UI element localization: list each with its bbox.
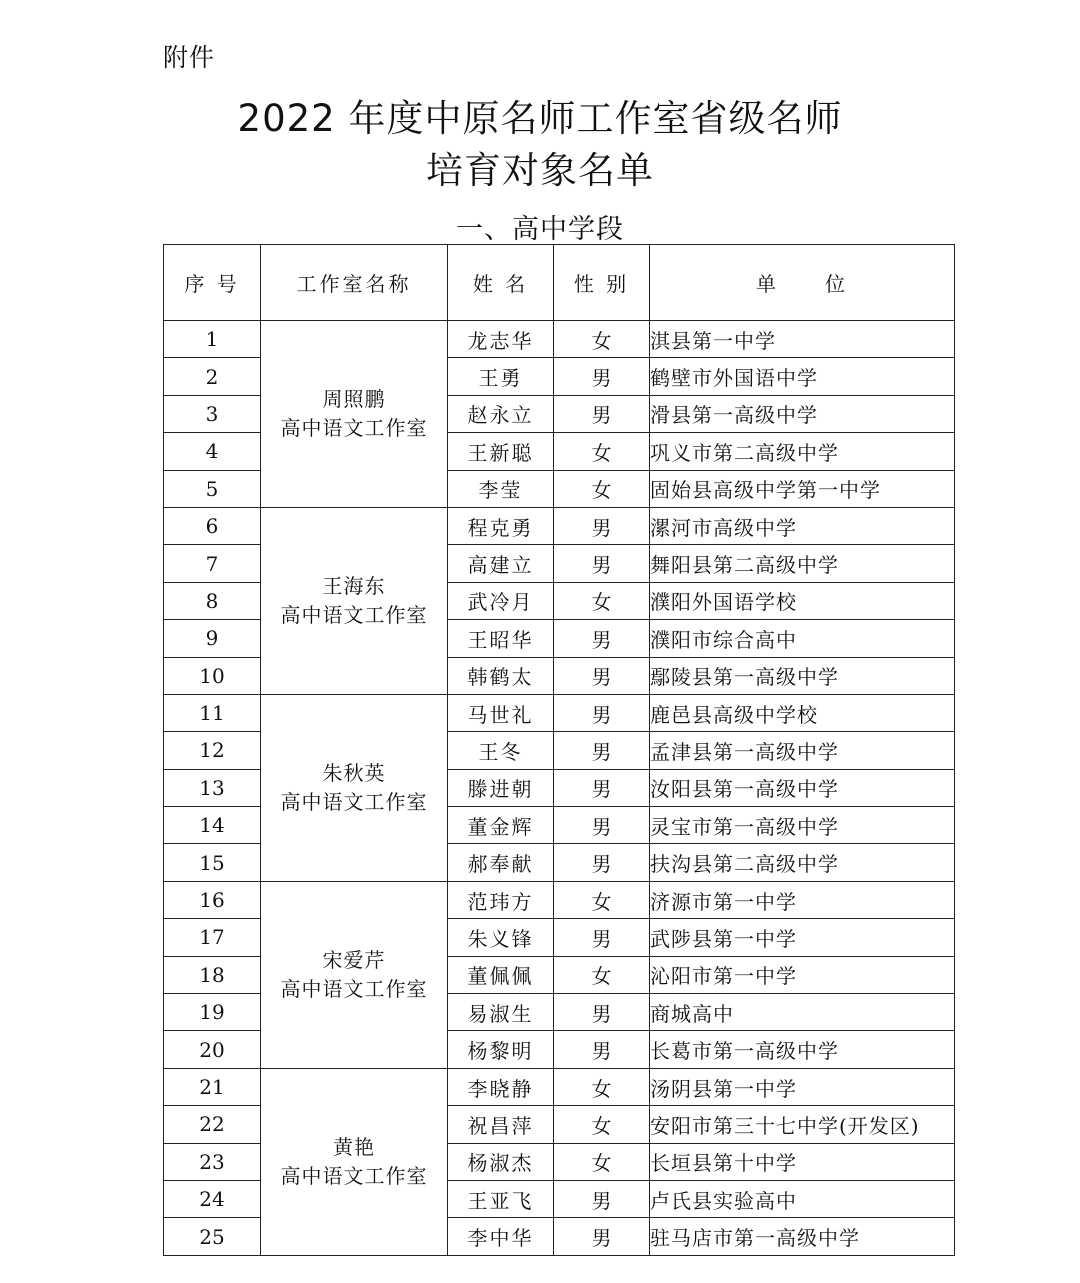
seq-cell: 8 [164,582,261,619]
unit-cell: 鄢陵县第一高级中学 [650,657,955,694]
studio-cell [261,881,448,1068]
table-body [164,321,955,1256]
unit-cell: 漯河市高级中学 [650,507,955,544]
unit-cell: 长垣县第十中学 [650,1143,955,1180]
studio-name-line: 宋爱芹 [322,947,386,972]
name-cell: 祝昌萍 [448,1106,554,1143]
studio-cell [261,694,448,881]
gender-cell: 男 [554,507,650,544]
unit-cell: 巩义市第二高级中学 [650,433,955,470]
gender-cell: 男 [554,545,650,582]
seq-cell: 20 [164,1031,261,1068]
table-row [164,881,955,918]
gender-cell: 女 [554,1068,650,1105]
gender-cell: 女 [554,881,650,918]
gender-cell: 女 [554,321,650,358]
section-title: 一、高中学段 [456,214,624,245]
studio-name-line: 朱秋英 [322,760,386,785]
unit-cell: 淇县第一中学 [650,321,955,358]
seq-cell: 23 [164,1143,261,1180]
seq-cell: 12 [164,732,261,769]
name-cell: 杨淑杰 [448,1143,554,1180]
gender-cell: 女 [554,956,650,993]
name-cell: 朱义锋 [448,919,554,956]
gender-cell: 男 [554,657,650,694]
gender-cell: 男 [554,358,650,395]
unit-cell: 济源市第一中学 [650,881,955,918]
gender-cell: 男 [554,1031,650,1068]
unit-cell: 固始县高级中学第一中学 [650,470,955,507]
seq-cell: 25 [164,1218,261,1255]
unit-cell: 濮阳市综合高中 [650,620,955,657]
name-cell: 王亚飞 [448,1180,554,1217]
name-cell: 易淑生 [448,994,554,1031]
studio-name-line: 高中语文工作室 [280,602,428,627]
name-cell: 王冬 [448,732,554,769]
seq-cell: 15 [164,844,261,881]
seq-cell: 1 [164,321,261,358]
name-cell: 王新聪 [448,433,554,470]
column-header-studio: 工作室名称 [261,245,448,321]
unit-cell: 扶沟县第二高级中学 [650,844,955,881]
name-cell: 武冷月 [448,582,554,619]
unit-cell: 濮阳外国语学校 [650,582,955,619]
column-header-seq: 序 号 [164,245,261,321]
seq-cell: 24 [164,1180,261,1217]
name-cell: 滕进朝 [448,769,554,806]
name-cell: 李莹 [448,470,554,507]
gender-cell: 女 [554,1143,650,1180]
studio-name-line: 高中语文工作室 [280,1163,428,1188]
seq-cell: 2 [164,358,261,395]
unit-cell: 鹤壁市外国语中学 [650,358,955,395]
gender-cell: 男 [554,732,650,769]
gender-cell: 男 [554,620,650,657]
studio-cell [261,1068,448,1255]
name-cell: 龙志华 [448,321,554,358]
name-cell: 李中华 [448,1218,554,1255]
column-header-gender: 性 别 [554,245,650,321]
seq-cell: 17 [164,919,261,956]
name-cell: 程克勇 [448,507,554,544]
table-row [164,321,955,358]
name-cell: 赵永立 [448,395,554,432]
studio-cell [261,321,448,508]
table-row [164,694,955,731]
unit-cell: 安阳市第三十七中学(开发区) [650,1106,955,1143]
seq-cell: 10 [164,657,261,694]
column-header-unit: 单 位 [650,245,955,321]
unit-cell: 孟津县第一高级中学 [650,732,955,769]
document-title-line1: 2022 年度中原名师工作室省级名师 [237,97,843,140]
gender-cell: 女 [554,433,650,470]
unit-cell: 长葛市第一高级中学 [650,1031,955,1068]
unit-cell: 驻马店市第一高级中学 [650,1218,955,1255]
seq-cell: 18 [164,956,261,993]
unit-cell: 舞阳县第二高级中学 [650,545,955,582]
gender-cell: 男 [554,1218,650,1255]
unit-cell: 滑县第一高级中学 [650,395,955,432]
attachment-label: 附件 [163,43,216,72]
seq-cell: 9 [164,620,261,657]
name-cell: 范玮方 [448,881,554,918]
name-cell: 杨黎明 [448,1031,554,1068]
seq-cell: 22 [164,1106,261,1143]
unit-cell: 沁阳市第一中学 [650,956,955,993]
name-cell: 马世礼 [448,694,554,731]
studio-cell [261,507,448,694]
gender-cell: 男 [554,919,650,956]
table-header-row [164,245,955,321]
unit-cell: 商城高中 [650,994,955,1031]
name-cell: 郝奉献 [448,844,554,881]
name-cell: 李晓静 [448,1068,554,1105]
name-cell: 王昭华 [448,620,554,657]
name-cell: 董佩佩 [448,956,554,993]
unit-cell: 汤阴县第一中学 [650,1068,955,1105]
seq-cell: 19 [164,994,261,1031]
unit-cell: 汝阳县第一高级中学 [650,769,955,806]
unit-cell: 卢氏县实验高中 [650,1180,955,1217]
name-cell: 王勇 [448,358,554,395]
gender-cell: 女 [554,582,650,619]
studio-name-line: 周照鹏 [322,386,386,411]
studio-name-line: 高中语文工作室 [280,415,428,440]
seq-cell: 16 [164,881,261,918]
seq-cell: 6 [164,507,261,544]
name-cell: 董金辉 [448,807,554,844]
seq-cell: 14 [164,807,261,844]
gender-cell: 男 [554,769,650,806]
gender-cell: 男 [554,1180,650,1217]
unit-cell: 鹿邑县高级中学校 [650,694,955,731]
gender-cell: 女 [554,1106,650,1143]
seq-cell: 13 [164,769,261,806]
table-row [164,1068,955,1105]
studio-name-line: 高中语文工作室 [280,976,428,1001]
studio-name-line: 高中语文工作室 [280,789,428,814]
studio-name-line: 王海东 [322,573,386,598]
studio-name-line: 黄艳 [333,1134,375,1159]
seq-cell: 4 [164,433,261,470]
unit-cell: 灵宝市第一高级中学 [650,807,955,844]
seq-cell: 11 [164,694,261,731]
seq-cell: 3 [164,395,261,432]
gender-cell: 女 [554,470,650,507]
document-title-line2: 培育对象名单 [426,149,654,192]
column-header-name: 姓 名 [448,245,554,321]
gender-cell: 男 [554,994,650,1031]
name-cell: 韩鹤太 [448,657,554,694]
unit-cell: 武陟县第一中学 [650,919,955,956]
seq-cell: 5 [164,470,261,507]
gender-cell: 男 [554,844,650,881]
table-row [164,507,955,544]
gender-cell: 男 [554,694,650,731]
seq-cell: 21 [164,1068,261,1105]
seq-cell: 7 [164,545,261,582]
roster-table [163,244,955,1256]
gender-cell: 男 [554,807,650,844]
name-cell: 高建立 [448,545,554,582]
gender-cell: 男 [554,395,650,432]
